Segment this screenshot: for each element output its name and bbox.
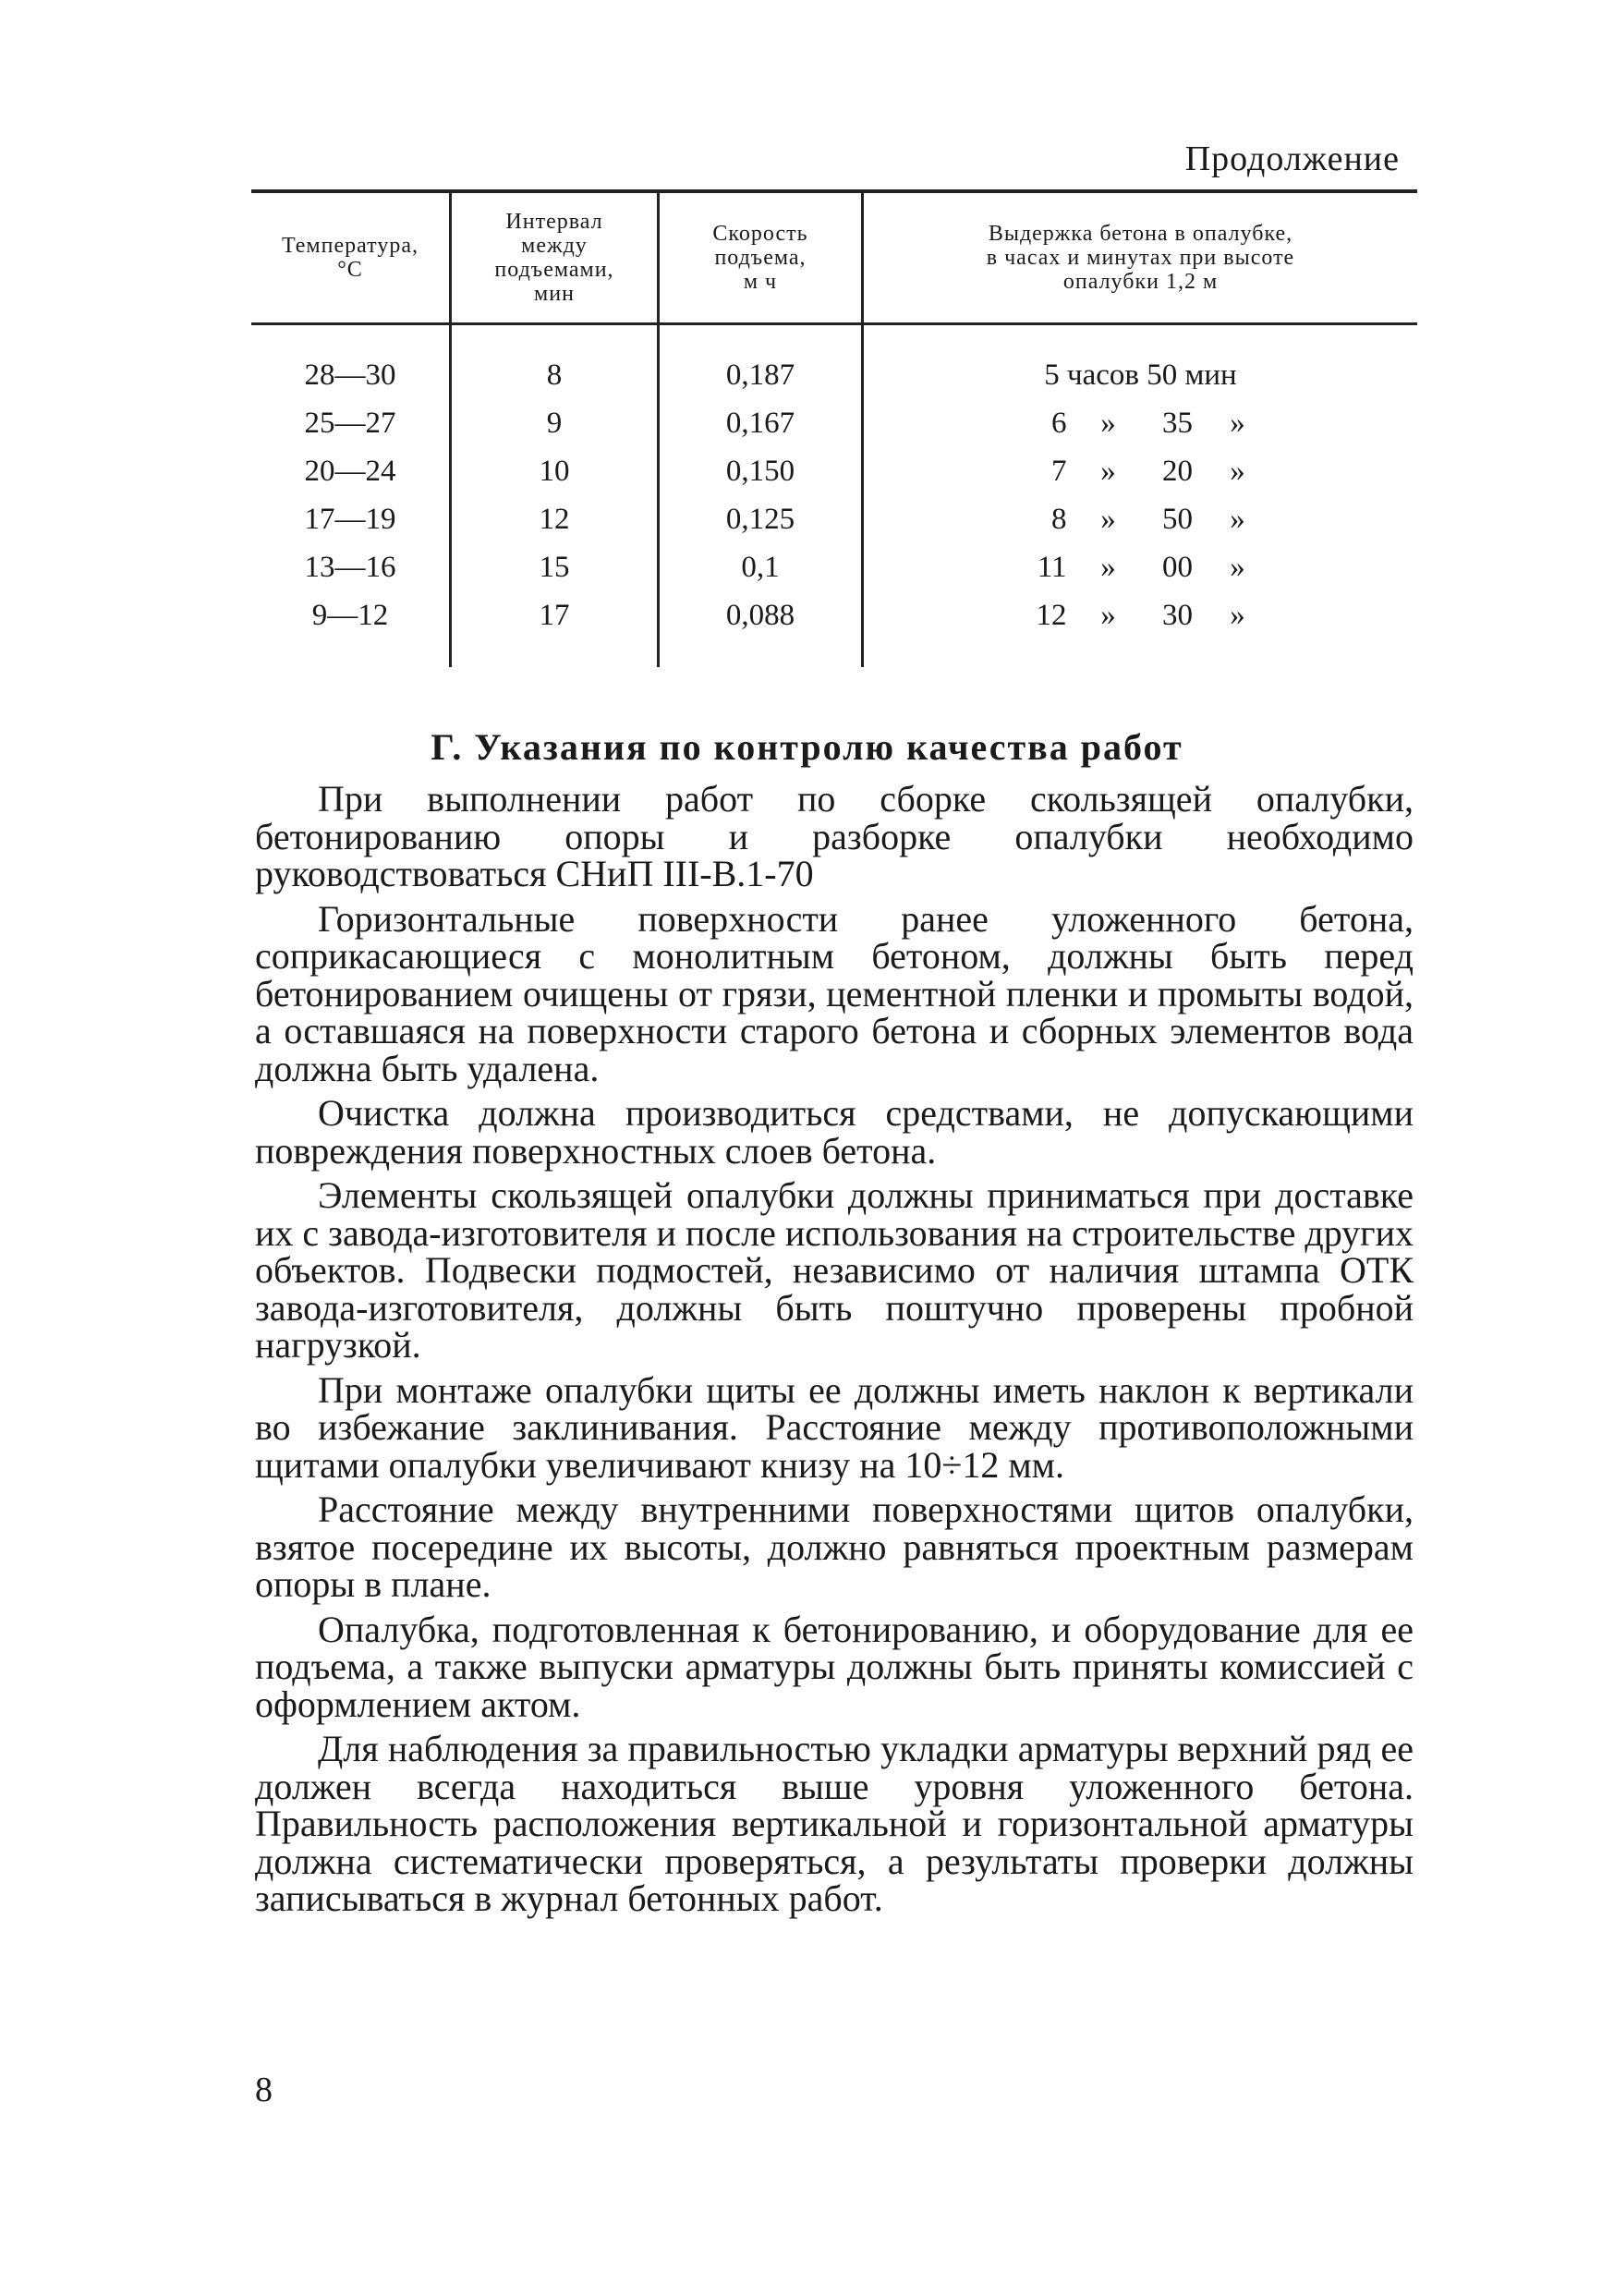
column-speed — [657, 325, 861, 667]
header-temperature: Температура, °С — [282, 234, 419, 282]
continuation-label: Продолжение — [1184, 140, 1400, 178]
header-interval: Интервал между подъемами, мин — [494, 210, 614, 306]
paragraph: Очистка должна производиться средствами, не допускающими повреждения поверхностных слоев бетона. — [255, 1092, 1414, 1172]
cell-temperature: 17—19 — [304, 503, 396, 536]
cell-interval: 15 — [539, 551, 570, 584]
cell-temperature: 13—16 — [304, 551, 396, 584]
cell-interval: 10 — [539, 455, 570, 488]
cell-speed: 0,187 — [725, 358, 795, 392]
paragraph: Элементы скользящей опалубки должны приниматься при доставке их с завода-изготовителя и после использования на строительстве других объектов. Подвески подмостей, независимо от наличия штампа ОТК завода-изготовителя, должны быть поштучно проверены пробной нагрузкой. — [255, 1174, 1414, 1366]
cell-speed: 0,1 — [741, 551, 780, 584]
cell-holding-time: 7 » 20 » — [1051, 455, 1245, 488]
cell-holding-time: 6 » 35 » — [1051, 407, 1245, 440]
paragraph: Расстояние между внутренними поверхностями щитов опалубки, взятое посередине их высоты, должно равняться проектным размерам опоры в плане. — [255, 1488, 1414, 1605]
cell-speed: 0,088 — [725, 599, 795, 632]
page-number: 8 — [255, 2071, 273, 2109]
cell-interval: 9 — [546, 407, 563, 440]
paragraph: Опалубка, подготовленная к бетонированию, и оборудование для ее подъема, а также выпуски арматуры должны быть приняты комиссией с оформлением актом. — [255, 1608, 1414, 1725]
section-title: Г. Указания по контролю качества работ — [431, 726, 1183, 768]
holding-time-text: 5 часов 50 мин — [1044, 358, 1237, 392]
cell-temperature: 20—24 — [304, 455, 396, 488]
paragraph: Для наблюдения за правильностью укладки арматуры верхний ряд ее должен всегда находиться выше уровня уложенного бетона. Правильность расположения вертикальной и горизонтальной арматуры должна систематически проверяться, а результаты проверки должны записываться в журнал бетонных работ. — [255, 1728, 1414, 1919]
cell-holding-time: 11 » 00 » — [1037, 551, 1245, 584]
column-interval — [449, 325, 657, 667]
column-holding-time — [861, 325, 1417, 667]
table-body — [251, 325, 1417, 667]
paragraph: При монтаже опалубки щиты ее должны иметь наклон к вертикали во избежание заклинивания. Расстояние между противоположными щитами опалубки увеличивают книзу на 10÷12 мм. — [255, 1368, 1414, 1486]
cell-holding-time — [864, 351, 1417, 399]
cell-temperature: 25—27 — [304, 407, 396, 440]
paragraph: При выполнении работ по сборке скользящей опалубки, бетонированию опоры и разборке опалубки необходимо руководствоваться СНиП III-В.1-70 — [255, 778, 1414, 894]
cell-interval: 8 — [546, 358, 563, 392]
concrete-holding-table — [251, 189, 1417, 667]
cell-holding-time: 12 » 30 » — [1036, 599, 1245, 632]
table-header-row — [251, 193, 1417, 325]
cell-interval: 17 — [539, 599, 570, 632]
paragraph: Горизонтальные поверхности ранее уложенного бетона, соприкасающиеся с монолитным бетоном, должны быть перед бетонированием очищены от грязи, цементной пленки и промыты водой, а оставшаяся на поверхности старого бетона и сборных элементов вода должна быть удалена. — [255, 897, 1414, 1089]
cell-temperature: 9—12 — [311, 599, 389, 632]
header-speed: Скорость подъема, м ч — [712, 222, 808, 294]
header-holding-time: Выдержка бетона в опалубке, в часах и минутах при высоте опалубки 1,2 м — [986, 222, 1295, 294]
cell-speed: 0,150 — [725, 455, 795, 488]
cell-holding-time: 8 » 50 » — [1051, 503, 1245, 536]
cell-speed: 0,125 — [725, 503, 795, 536]
cell-speed: 0,167 — [725, 407, 795, 440]
cell-interval: 12 — [539, 503, 570, 536]
section-body — [255, 778, 1414, 1925]
cell-temperature: 28—30 — [304, 358, 396, 392]
column-temperature — [251, 325, 449, 667]
